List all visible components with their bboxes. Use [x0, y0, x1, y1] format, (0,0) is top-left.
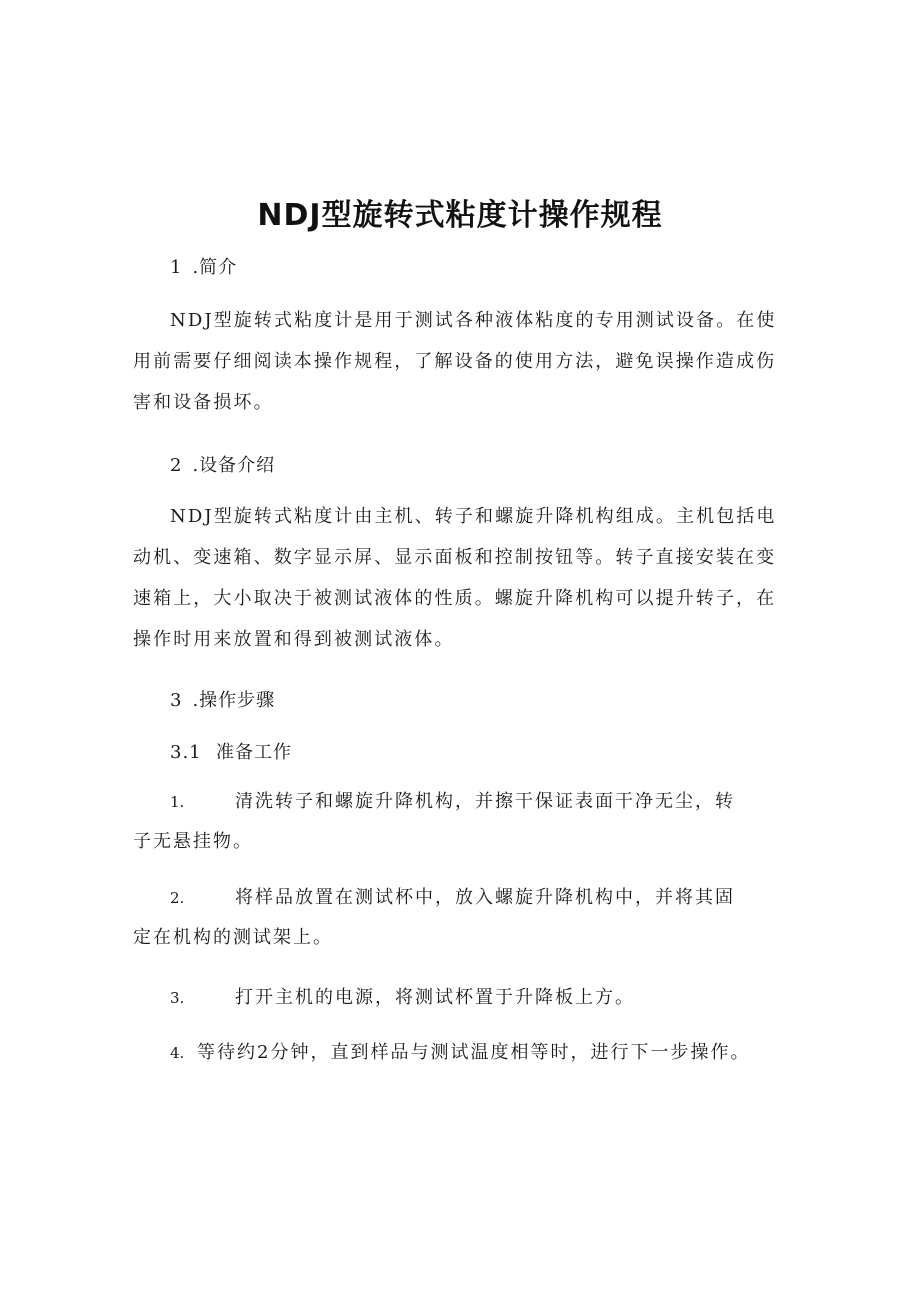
section-1-title: .简介 — [192, 257, 238, 278]
step-3 — [133, 978, 753, 1018]
step-1-number: 1. — [170, 793, 185, 811]
section-2-number: 2 — [170, 455, 183, 476]
step-2-number: 2. — [170, 889, 185, 907]
section-1-paragraph: NDJ型旋转式粘度计是用于测试各种液体粘度的专用测试设备。在使用前需要仔细阅读本操作规程，了解设备的使用方法，避免误操作造成伤害和设备损坏。 — [133, 310, 777, 413]
document-title: NDJ型旋转式粘度计操作规程 — [257, 198, 663, 233]
step-3-number: 3. — [170, 989, 185, 1007]
step-1 — [133, 782, 753, 862]
step-1-text: 清洗转子和螺旋升降机构，并擦干保证表面干净无尘，转子无悬挂物。 — [133, 791, 735, 852]
step-4 — [133, 1033, 773, 1073]
step-4-text: 等待约2分钟，直到样品与测试温度相等时，进行下一步操作。 — [197, 1042, 751, 1063]
section-1-heading — [170, 253, 237, 279]
section-2-title: .设备介绍 — [192, 455, 276, 476]
step-4-number: 4. — [170, 1044, 185, 1062]
section-3-heading — [170, 686, 275, 712]
step-2-text: 将样品放置在测试杯中，放入螺旋升降机构中，并将其固定在机构的测试架上。 — [133, 887, 735, 948]
section-2-heading — [170, 451, 275, 477]
subsection-title: 准备工作 — [216, 742, 292, 763]
section-3-title: .操作步骤 — [192, 690, 276, 711]
subsection-number: 3.1 — [170, 742, 202, 763]
section-3-number: 3 — [170, 690, 183, 711]
step-2 — [133, 878, 753, 958]
section-1-number: 1 — [170, 257, 183, 278]
section-2-paragraph: NDJ型旋转式粘度计由主机、转子和螺旋升降机构组成。主机包括电动机、变速箱、数字显示屏、显示面板和控制按钮等。转子直接安装在变速箱上，大小取决于被测试液体的性质。螺旋升降机构可以提升转子，在操作时用来放置和得到被测试液体。 — [133, 506, 777, 650]
subsection-3-1-heading — [170, 738, 292, 764]
step-3-text: 打开主机的电源，将测试杯置于升降板上方。 — [235, 987, 635, 1008]
